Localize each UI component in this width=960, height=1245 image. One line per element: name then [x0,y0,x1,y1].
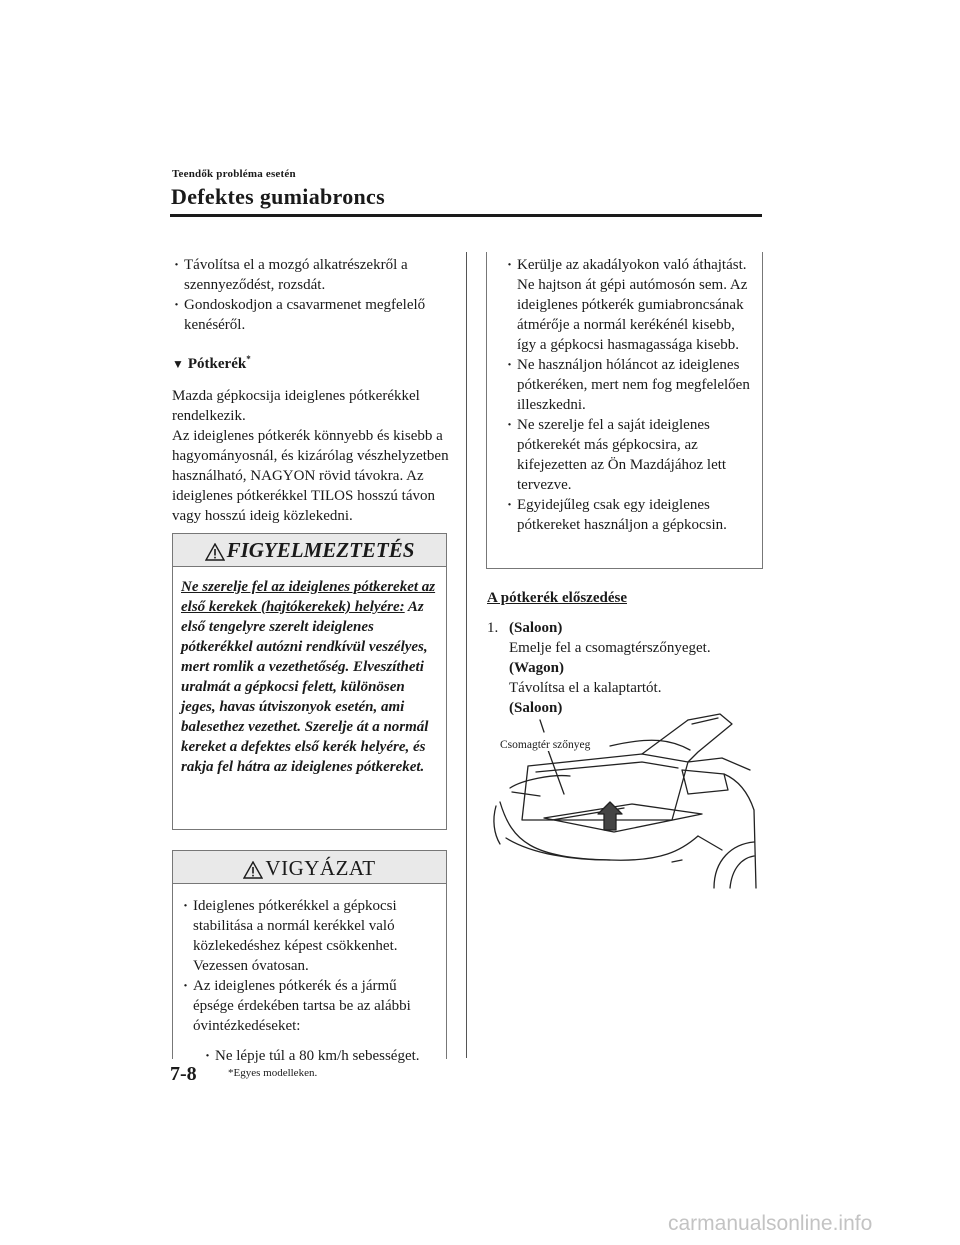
paragraph: Mazda gépkocsija ideiglenes pótkerékkel rendelkezik. [172,388,420,424]
page-title: Defektes gumiabroncs [171,184,385,209]
wagon-label: (Wagon) [509,660,565,676]
caution-title: VIGYÁZAT [265,856,376,880]
spare-wheel-heading [172,349,460,374]
wagon-instruction: Távolítsa el a kalaptartót. [509,680,662,696]
sub-list-item: · Ne használjon hóláncot az ideiglenes pótkeréken, mert nem fog megfelelően illeszkedni. [505,355,754,415]
footnote-marker: * [246,354,251,364]
removal-heading: A pótkerék előszedése [487,590,627,606]
saloon-label: (Saloon) [509,700,563,716]
saloon-instruction: Emelje fel a csomagtérszőnyeget. [509,640,711,656]
warning-body: Az első tengelyre szerelt ideiglenes pótkerékkel autózni rendkívül veszélyes, mert romlik a vezethetőség. Elveszítheti uralmát a gépkocsi felett, különösen jeges, havas útviszonyok esetén, ami balesethez vezethet. Szerelje át a normál kereket a defektes első kerék helyére, és rakja fel hátra az ideiglenes pótkereket. [181,599,429,775]
caution-box [172,850,447,1064]
sub-list-item: · Ne szerelje fel a saját ideiglenes pótkerekét más gépkocsira, az kifejezetten az Ön Mazdájához lett tervezve. [505,415,754,495]
warning-header [173,534,446,567]
warning-text [173,567,446,777]
trunk-illustration [492,710,762,890]
caution-header [173,851,446,884]
caution-list [173,884,446,1066]
footnote: *Egyes modelleken. [228,1067,318,1079]
list-item: · Ideiglenes pótkerékkel a gépkocsi stabilitása a normál kerékkel való közlekedéshez képest csökkenhet. Vezessen óvatosan. [181,896,438,976]
sub-list-item: · Egyidejűleg csak egy ideiglenes pótkereket használjon a gépkocsin. [505,495,754,535]
step-list [487,618,767,718]
page-number: 7-8 [170,1063,197,1085]
figure-label: Csomagtér szőnyeg [500,739,591,751]
list-item: · Az ideiglenes pótkerék és a jármű épsége érdekében tartsa be az alábbi óvintézkedéseket: [181,976,438,1036]
warning-triangle-icon [205,543,225,561]
warning-triangle-icon [243,861,263,879]
spare-heading-text: Pótkerék [187,356,247,372]
watermark: carmanualsonline.info [668,1212,873,1235]
sub-list-item: · Kerülje az akadályokon való áthajtást. Ne hajtson át gépi autómosón sem. Az ideiglenes pótkerék gumiabroncsának átmérője a normál kerékénél kisebb, így a gépkocsi hasmagassága kisebb. [505,255,754,355]
caution-continuation-box [486,252,763,569]
list-item: · Távolítsa el a mozgó alkatrészekről a szennyeződést, rozsdát. [172,255,460,295]
paragraph: Az ideiglenes pótkerék könnyebb és kisebb a hagyományosnál, és kizárólag vészhelyzetben használható, NAGYON rövid távokra. Az ideiglenes pótkerékkel TILOS hosszú távon vagy hosszú ideig közlekedni. [172,428,449,524]
section-label: Teendők probléma esetén [172,168,296,180]
warning-box [172,533,447,830]
left-column [172,255,460,526]
sub-list-item: · Ne lépje túl a 80 km/h sebességet. [181,1046,438,1066]
step-number: 1. [487,620,499,636]
warning-lead: Ne szerelje fel az ideiglenes pótkereket az első kerekek (hajtókerekek) helyére: [181,579,436,615]
column-divider [466,252,467,1058]
triangle-marker-icon: ▼ [172,357,184,371]
saloon-label: (Saloon) [509,620,563,636]
warning-title: FIGYELMEZTETÉS [226,538,415,562]
title-rule [170,214,762,217]
caution-continuation-list [487,252,762,535]
list-item: · Gondoskodjon a csavarmenet megfelelő kenéséről. [172,295,460,335]
